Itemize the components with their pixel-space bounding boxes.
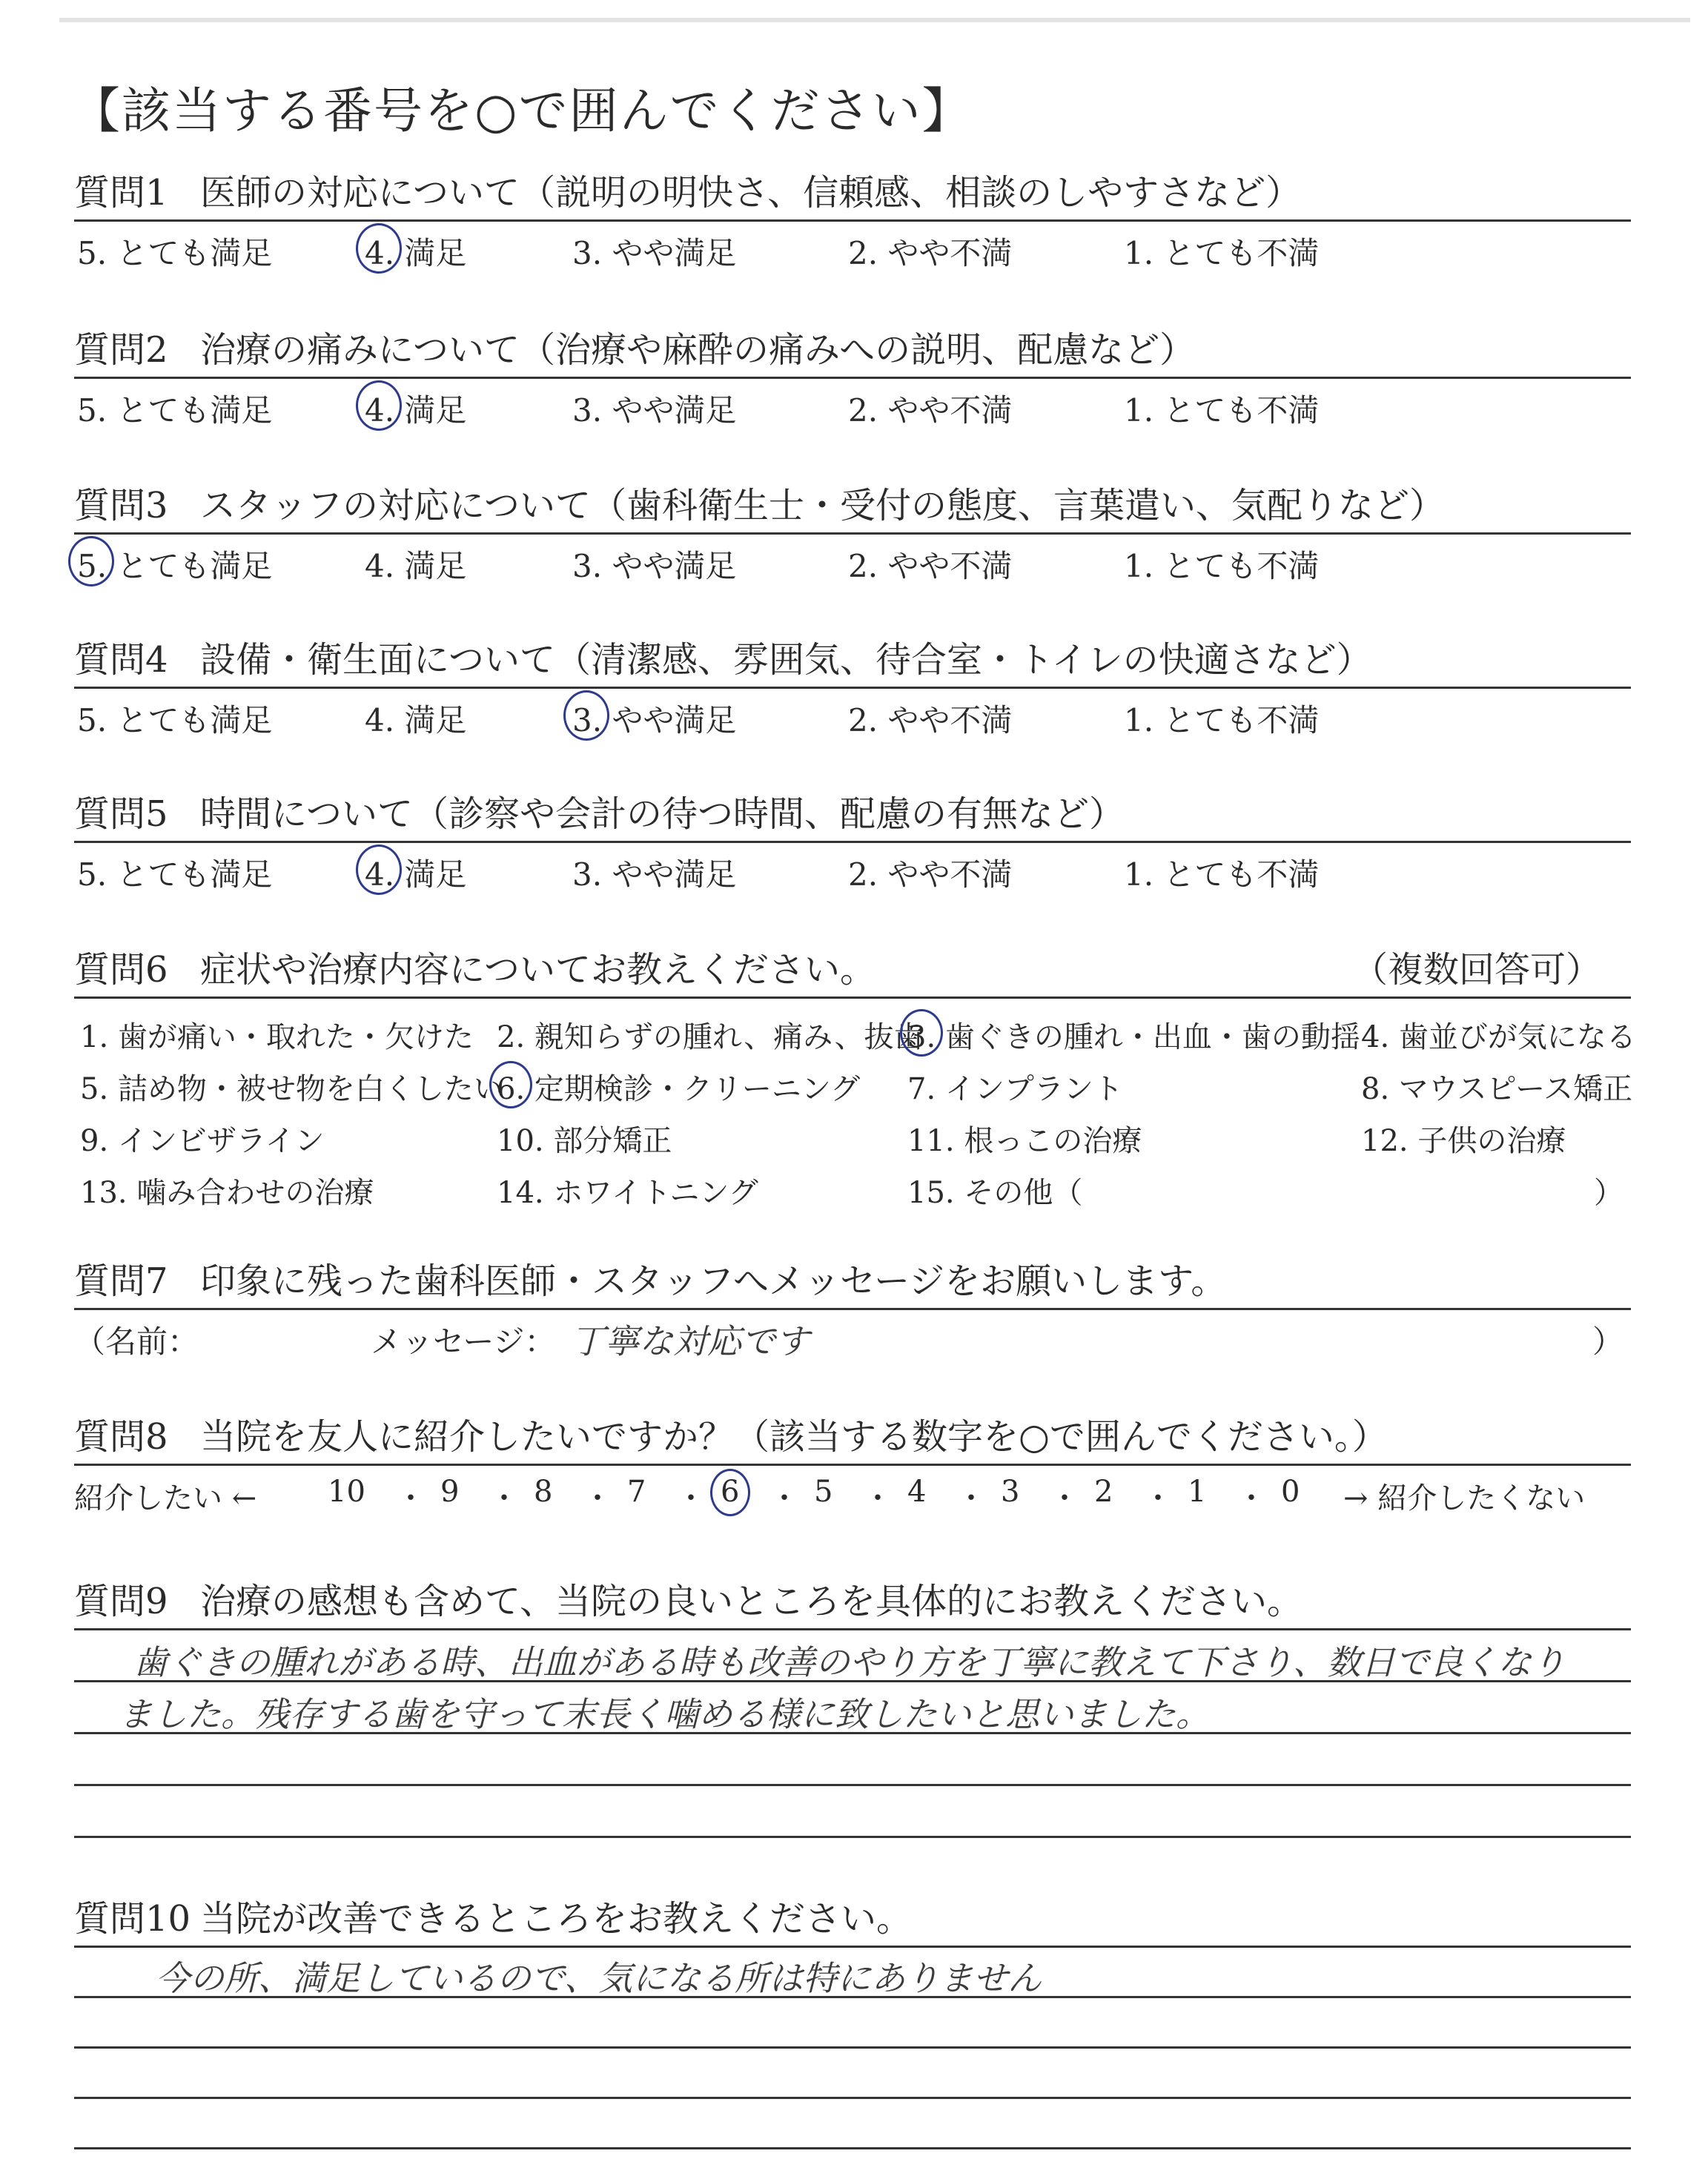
answer-handwritten-line-1[interactable]: 今の所、満足しているので、気になる所は特にありません (156, 1958, 1042, 1998)
top-border (59, 18, 1690, 22)
answer-handwritten-line-2[interactable]: ました。残存する歯を守って末長く噛める様に致したいと思いました。 (119, 1694, 1210, 1734)
question-text: 治療の痛みについて（治療や麻酔の痛みへの説明、配慮など） (200, 329, 1196, 371)
recommend-scale (74, 1466, 1631, 1519)
scale-5[interactable]: 5 (814, 1475, 833, 1509)
selection-circle (900, 1009, 943, 1057)
option-2[interactable]: 2. やや不満 (848, 235, 1013, 271)
symptom-option-6[interactable]: 6. 定期検診・クリーニング (497, 1065, 860, 1108)
message-row (74, 1310, 1631, 1364)
scale-right-label: → 紹介したくない (1343, 1481, 1586, 1516)
symptom-option-15[interactable]: 15. その他（ (907, 1176, 1083, 1210)
answer-line (74, 1628, 1631, 1630)
option-2[interactable]: 2. やや不満 (848, 856, 1013, 893)
symptom-option-4[interactable]: 4. 歯並びが気になる (1361, 1020, 1636, 1054)
scale-2[interactable]: 2 (1094, 1475, 1113, 1509)
answer-line (74, 2046, 1631, 2049)
scale-9[interactable]: 9 (440, 1475, 460, 1509)
question-number: 質問2 (74, 329, 168, 371)
question-number: 質問8 (74, 1416, 168, 1458)
question-4 (74, 636, 1631, 742)
question-7 (74, 1257, 1631, 1364)
scale-dot: ・ (583, 1481, 612, 1516)
page-heading: 【該当する番号を○で囲んでください】 (71, 82, 973, 139)
question-6 (74, 946, 1636, 1210)
option-2[interactable]: 2. やや不満 (848, 702, 1013, 738)
symptom-option-14[interactable]: 14. ホワイトニング (497, 1176, 758, 1210)
scale-7[interactable]: 7 (627, 1475, 646, 1509)
option-5[interactable]: 5. とても満足 (77, 392, 273, 429)
question-5 (74, 790, 1631, 896)
rating-options (74, 379, 1631, 432)
option-2[interactable]: 2. やや不満 (848, 548, 1013, 584)
answer-lines (74, 1943, 1631, 2165)
symptom-option-10[interactable]: 10. 部分矯正 (497, 1124, 672, 1158)
question-text: 印象に残った歯科医師・スタッフへメッセージをお願いします。 (200, 1260, 1227, 1302)
answer-line (74, 2097, 1631, 2099)
question-title (74, 169, 1631, 216)
question-number: 質問5 (74, 793, 168, 835)
other-close-paren: ） (1594, 1176, 1623, 1210)
question-title (74, 482, 1631, 529)
answer-lines (74, 1625, 1631, 1877)
scale-0[interactable]: 0 (1281, 1475, 1300, 1509)
question-text: 時間について（診察や会計の待つ時間、配慮の有無など） (200, 793, 1125, 835)
answer-line (74, 1836, 1631, 1838)
option-2[interactable]: 2. やや不満 (848, 392, 1013, 429)
scale-dot: ・ (769, 1481, 799, 1516)
selection-circle (356, 844, 402, 895)
selection-circle (356, 380, 402, 431)
option-1[interactable]: 1. とても不満 (1124, 392, 1320, 429)
selection-circle (68, 536, 114, 586)
answer-handwritten-line-1[interactable]: 歯ぐきの腫れがある時、出血がある時も改善のやり方を丁寧に教えて下さり、数日で良くなり (133, 1642, 1566, 1682)
question-title (74, 1895, 1631, 1943)
option-1[interactable]: 1. とても不満 (1124, 702, 1320, 738)
question-3 (74, 482, 1631, 588)
symptom-option-11[interactable]: 11. 根っこの治療 (907, 1124, 1142, 1158)
answer-line (74, 1784, 1631, 1786)
question-title (74, 636, 1631, 684)
question-text: 当院を友人に紹介したいですか？（該当する数字を○で囲んでください。） (200, 1416, 1388, 1458)
scale-10[interactable]: 10 (328, 1475, 365, 1509)
scale-dot: ・ (396, 1481, 426, 1516)
symptom-option-1[interactable]: 1. 歯が痛い・取れた・欠けた (80, 1020, 474, 1054)
scale-6[interactable]: 6 (721, 1475, 739, 1509)
question-number: 質問9 (74, 1581, 168, 1622)
question-number: 質問3 (74, 485, 168, 526)
question-9 (74, 1578, 1631, 1877)
question-text: 設備・衛生面について（清潔感、雰囲気、待合室・トイレの快適さなど） (200, 639, 1372, 681)
scale-4[interactable]: 4 (907, 1475, 927, 1509)
symptom-option-5[interactable]: 5. 詰め物・被せ物を白くしたい (80, 1072, 503, 1106)
answer-line (74, 2147, 1631, 2149)
question-text: スタッフの対応について（歯科衛生士・受付の態度、言葉遣い、気配りなど） (200, 485, 1446, 526)
symptom-option-3[interactable]: 3. 歯ぐきの腫れ・出血・歯の動揺 (907, 1014, 1360, 1056)
option-3[interactable]: 3. やや満足 (572, 392, 737, 429)
symptom-option-7[interactable]: 7. インプラント (907, 1072, 1123, 1106)
question-number: 質問6 (74, 949, 168, 991)
option-1[interactable]: 1. とても不満 (1124, 548, 1320, 584)
question-text: 症状や治療内容についてお教えください。 (200, 949, 876, 991)
scale-dot: ・ (676, 1481, 706, 1516)
question-text: 医師の対応について（説明の明快さ、信頼感、相談のしやすさなど） (200, 172, 1302, 214)
answer-line (74, 1946, 1631, 1948)
scale-8[interactable]: 8 (534, 1475, 553, 1509)
question-10 (74, 1895, 1631, 2165)
question-2 (74, 326, 1631, 432)
symptom-option-9[interactable]: 9. インビザライン (80, 1124, 325, 1158)
question-number: 質問7 (74, 1260, 168, 1302)
question-1 (74, 169, 1631, 275)
option-3[interactable]: 3. やや満足 (572, 548, 737, 584)
scale-dot: ・ (1050, 1481, 1079, 1516)
question-title (74, 326, 1631, 374)
scale-3[interactable]: 3 (1001, 1475, 1020, 1509)
question-number: 質問4 (74, 639, 168, 681)
selection-circle (356, 223, 402, 274)
option-3[interactable]: 3. やや満足 (572, 856, 737, 893)
option-4[interactable]: 4. 満足 (365, 850, 466, 895)
rating-options (74, 843, 1631, 896)
scale-dot: ・ (1237, 1481, 1266, 1516)
question-title (74, 946, 1631, 994)
symptom-option-12[interactable]: 12. 子供の治療 (1361, 1124, 1566, 1158)
option-1[interactable]: 1. とても不満 (1124, 235, 1320, 271)
rating-options (74, 689, 1631, 742)
question-title (74, 1413, 1631, 1461)
rating-options (74, 535, 1631, 588)
option-4[interactable]: 4. 満足 (365, 229, 466, 274)
question-text: 治療の感想も含めて、当院の良いところを具体的にお教えください。 (200, 1581, 1303, 1622)
name-label: （名前： (74, 1323, 199, 1360)
scale-dot: ・ (956, 1481, 986, 1516)
question-text: 当院が改善できるところをお教えください。 (200, 1898, 913, 1940)
selection-circle (710, 1469, 750, 1516)
message-close-paren: ） (1592, 1323, 1623, 1360)
symptom-option-2[interactable]: 2. 親知らずの腫れ、痛み、抜歯 (497, 1020, 924, 1054)
question-title (74, 1578, 1631, 1625)
scale-dot: ・ (489, 1481, 519, 1516)
option-1[interactable]: 1. とても不満 (1124, 856, 1320, 893)
option-5[interactable]: 5. とても満足 (77, 542, 272, 586)
selection-circle (563, 690, 609, 741)
option-3[interactable]: 3. やや満足 (572, 235, 737, 271)
message-label: メッセージ： (371, 1323, 556, 1360)
question-8 (74, 1413, 1631, 1519)
symptom-option-8[interactable]: 8. マウスピース矯正 (1361, 1072, 1633, 1106)
symptom-options (74, 999, 1636, 1210)
option-4[interactable]: 4. 満足 (365, 702, 467, 738)
symptom-option-13[interactable]: 13. 噛み合わせの治療 (80, 1176, 374, 1210)
scale-left-label: 紹介したい ← (74, 1481, 257, 1516)
option-4[interactable]: 4. 満足 (365, 386, 466, 431)
scale-1[interactable]: 1 (1188, 1475, 1207, 1509)
option-5[interactable]: 5. とても満足 (77, 235, 273, 271)
question-title (74, 790, 1631, 838)
option-4[interactable]: 4. 満足 (365, 548, 467, 584)
selection-circle (489, 1061, 532, 1108)
question-number: 質問10 (74, 1898, 191, 1940)
question-title (74, 1257, 1631, 1305)
scale-dot: ・ (1143, 1481, 1173, 1516)
multiple-answers-note: （複数回答可） (1351, 949, 1601, 991)
question-number: 質問1 (74, 172, 168, 214)
message-handwritten[interactable]: 丁寧な対応です (571, 1321, 810, 1361)
option-5[interactable]: 5. とても満足 (77, 856, 273, 893)
option-5[interactable]: 5. とても満足 (77, 702, 273, 738)
rating-options (74, 222, 1631, 275)
scale-dot: ・ (863, 1481, 893, 1516)
option-3[interactable]: 3. やや満足 (572, 696, 736, 741)
